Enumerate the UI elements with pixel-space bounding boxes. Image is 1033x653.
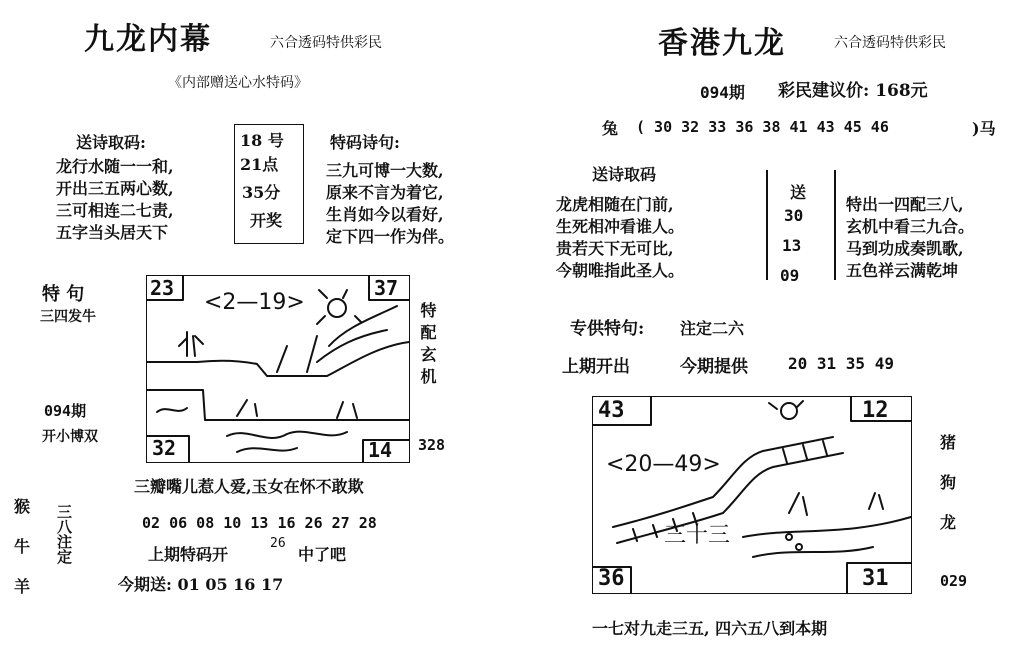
left-love-line: 三瓣嘴儿惹人爱,玉女在怀不敢欺 [134, 477, 364, 496]
draw-hour: 21点 [240, 155, 279, 174]
poem-line: 生肖如今以看好, [326, 205, 444, 224]
left-last-open-prefix: 上期特码开 [148, 545, 229, 564]
poem-line: 贵若天下无可比, [556, 239, 674, 258]
right-divider-left [766, 170, 768, 280]
left-last-open-suffix: 中了吧 [298, 545, 347, 564]
right-numbers-line: ( 30 32 33 36 38 41 43 45 46 [636, 118, 889, 136]
right-issue: 094期 [700, 83, 745, 102]
poem-line: 特出一四配三八, [846, 195, 964, 214]
right-side-num: 029 [940, 572, 968, 590]
right-send-label: 送 [790, 183, 807, 202]
right-rabbit: 兔 [602, 119, 619, 138]
left-corner-tr: 37 [374, 276, 399, 300]
left-number-row: 02 06 08 10 13 16 26 27 28 [142, 514, 377, 532]
left-poem [56, 156, 174, 244]
poem-line: 龙行水随一一和, [56, 157, 174, 176]
left-corner-br: 14 [368, 438, 393, 462]
left-drawing-text: <2—19> [204, 290, 305, 315]
right-drawing-text: <20—49> [606, 452, 721, 477]
left-inner-gift: 《内部赠送心水特码》 [168, 75, 308, 91]
draw-label: 开奖 [250, 211, 283, 230]
right-poem2 [846, 194, 974, 282]
zodiac-ox: 牛 [14, 537, 31, 556]
left-last-open-num: 26 [270, 536, 286, 551]
poem-line: 生死相冲看谁人。 [556, 217, 685, 236]
right-provide-nums: 20 31 35 49 [788, 354, 894, 373]
left-poem2-heading: 特码诗句: [330, 133, 400, 152]
poem-line: 定下四一作为伴。 [326, 227, 455, 246]
left-title: 九龙内幕 [84, 22, 212, 57]
right-send-num-3: 09 [780, 266, 800, 285]
right-price: 彩民建议价: 168元 [778, 81, 928, 101]
poem-line: 三九可博一大数, [326, 161, 444, 180]
zodiac-monkey: 猴 [14, 497, 31, 516]
zodiac-dog: 狗 [940, 473, 957, 492]
poem-line: 五字当头居天下 [56, 223, 169, 242]
left-corner-tl: 23 [150, 276, 175, 300]
right-poem-heading: 送诗取码 [592, 165, 657, 184]
zodiac-dragon: 龙 [940, 513, 957, 532]
right-send-num-1: 30 [784, 206, 804, 225]
left-subtitle: 六合透码特供彩民 [270, 35, 382, 51]
left-issue: 094期 [44, 402, 87, 420]
poem-line: 五色祥云满乾坤 [846, 261, 959, 280]
left-small-even: 开小博双 [42, 429, 98, 445]
right-corner-tr: 12 [862, 398, 889, 423]
right-corner-tl: 43 [598, 398, 625, 423]
right-drawing-text-2: 三十三 [664, 523, 731, 548]
left-corner-bl: 32 [152, 436, 177, 460]
poem-line: 今朝唯指此圣人。 [556, 261, 685, 280]
right-special-value: 注定二六 [680, 319, 745, 338]
left-side-vertical: 特配玄机 [418, 302, 437, 390]
right-subtitle: 六合透码特供彩民 [834, 35, 946, 51]
poem-line: 马到功成奏凯歌, [846, 239, 964, 258]
right-last-open: 上期开出 [562, 357, 630, 377]
right-drawing [593, 397, 911, 593]
zodiac-pig: 猪 [940, 433, 957, 452]
right-divider-right [834, 170, 836, 280]
right-bottom-line: 一七对九走三五, 四六五八到本期 [592, 619, 828, 638]
zodiac-goat: 羊 [14, 577, 31, 596]
draw-minute: 35分 [242, 183, 281, 202]
draw-day: 18 号 [240, 131, 284, 150]
left-special-label: 特 句 [42, 284, 85, 305]
right-poem [556, 194, 684, 282]
left-poem-heading: 送诗取码: [76, 133, 146, 152]
left-three-eight: 三八注定 [55, 504, 73, 564]
right-corner-bl: 36 [598, 566, 625, 591]
right-special-sentence: 专供特句: [570, 319, 645, 339]
poem-line: 龙虎相随在门前, [556, 195, 674, 214]
left-today-send: 今期送: 01 05 16 17 [118, 575, 284, 594]
right-horse: )马 [972, 119, 996, 138]
poem-line: 三可相连二七责, [56, 201, 174, 220]
left-poem2 [326, 160, 454, 248]
left-special-value: 三四发牛 [40, 309, 96, 325]
poem-line: 玄机中看三九合。 [846, 217, 975, 236]
right-title: 香港九龙 [658, 26, 786, 61]
poem-line: 原来不言为着它, [326, 183, 444, 202]
right-send-num-2: 13 [782, 236, 802, 255]
right-today-provide: 今期提供 [680, 357, 748, 377]
poem-line: 开出三五两心数, [56, 179, 174, 198]
right-corner-br: 31 [862, 566, 889, 591]
left-side-num: 328 [418, 436, 446, 454]
